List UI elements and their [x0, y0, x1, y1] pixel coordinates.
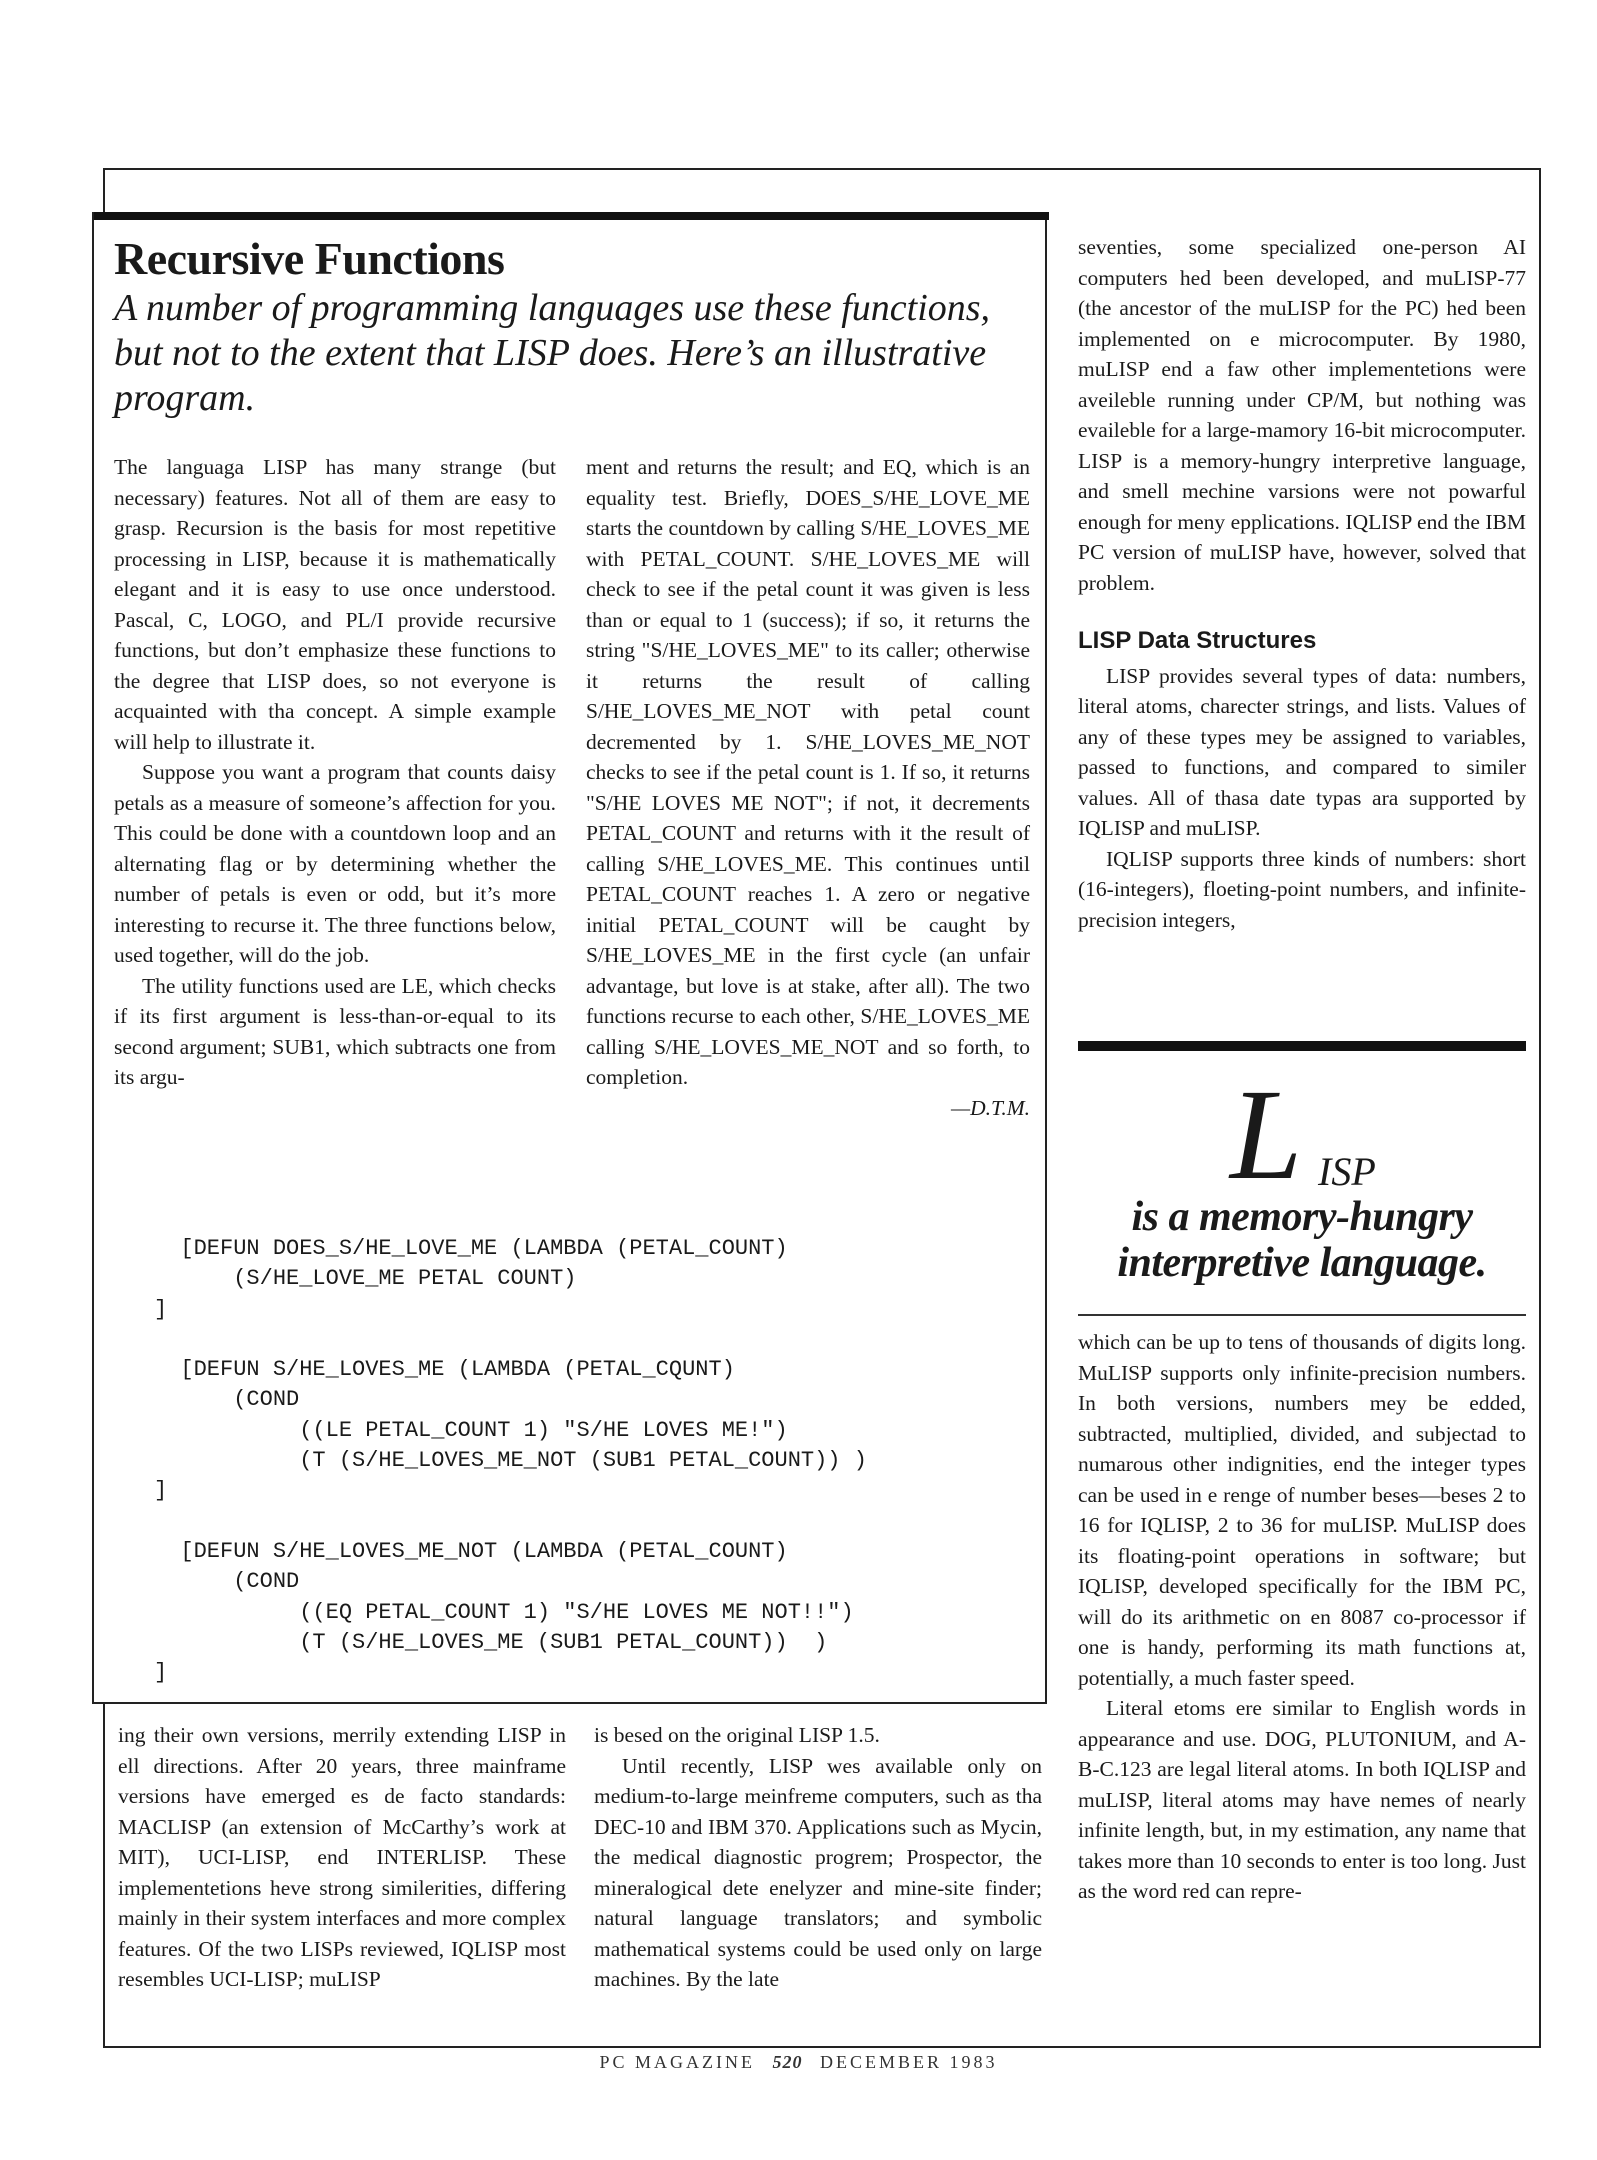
sidebar-paragraph: ment and returns the result; and EQ, which is an equality test. Briefly, DOES_S/HE_LOVE_ME starts the countdown by calling S/HE_LOVES_ME with PETAL_COUNT. S/HE_LOVES_ME will check to see if the petal count it was given is less than or equal to 1 (success); if so, it returns the string "S/HE_LOVES_ME" to its caller; otherwise it returns the result of calling S/HE_LOVES_ME_NOT with petal count decremented by 1. S/HE_LOVES_ME_NOT checks to see if the petal count is 1. If so, it returns "S/HE LOVES ME NOT"; if not, it decrements PETAL_COUNT and returns with it the result of calling S/HE_LOVES_ME. This continues until PETAL_COUNT reaches 1. A zero or negative initial PETAL_COUNT will be caught by S/HE_LOVES_ME in the first cycle (an unfair advantage, but love is at stake, after all). The two functions recurse to each other, S/HE_LOVES_ME calling S/HE_LOVES_ME_NOT and so forth, to completion.	[586, 455, 1030, 1089]
sidebar-title: Recursive Functions	[114, 233, 505, 284]
sidebar-column-2	[586, 452, 1030, 1123]
sidebar-paragraph: Suppose you want a program that counts daisy petals as a measure of someone’s affection for you. This could be done with a countdown loop and an alternating flag or by determining whether the number of petals is even or odd, but it’s more interesting to recurse it. The three functions below, used together, will do the job.	[114, 760, 556, 967]
right-column-bottom	[1078, 1327, 1526, 1907]
body-paragraph: LISP provides several types of data: numbers, literal atoms, charecter strings, and lists. Values of any of these types mey be assigned to variables, passed to functions, and compared to similer values. All of thasa date typas ara supported by IQLISP and muLISP.	[1078, 663, 1526, 840]
footer-page-number: 520	[772, 2052, 803, 2072]
body-paragraph: seventies, some specialized one-person AI computers hed been developed, and muLISP-77 (the ancestor of the muLISP for the PC) hed been implemented on e microcomputer. By 1980, muLISP end a faw other implementetions were aveileble running under CP/M, but nothing was evaileble for a large-mamory 16-bit microcomputer. LISP is a memory-hungry interpretive language, and smell mechine varsions were not powarful enough for meny epplications. IQLISP end the IBM PC version of muLISP have, however, solved that problem.	[1078, 235, 1526, 595]
sidebar-paragraph: The languaga LISP has many strange (but necessary) features. Not all of them are easy to grasp. Recursion is the basis for most repetitive processing in LISP, because it is mathematically elegant and it is easy to use once understood. Pascal, C, LOGO, and PL/I provide recursive functions, but don’t emphasize these functions to the degree that LISP does, so not everyone is acquainted with tha concept. A simple example will help to illustrate it.	[114, 455, 556, 754]
section-heading: LISP Data Structures	[1078, 627, 1317, 654]
pull-quote-initial: L	[1230, 1063, 1303, 1207]
lisp-code-listing: [DEFUN DOES_S/HE_LOVE_ME (LAMBDA (PETAL_COUNT) (S/HE_LOVE_ME PETAL COUNT) ] [DEFUN S/HE_LOVES_ME (LAMBDA (PETAL_CQUNT) (COND ((LE PETAL_COUNT 1) "S/HE LOVES ME!") (T (S/HE_LOVES_ME_NOT (SUB1 PETAL_COUNT)) ) ] [DEFUN S/HE_LOVES_ME_NOT (LAMBDA (PETAL_COUNT) (COND ((EQ PETAL_COUNT 1) "S/HE LOVES ME NOT!!") (T (S/HE_LOVES_ME (SUB1 PETAL_COUNT)) ) ]	[154, 1236, 867, 1686]
footer-magazine: PC MAGAZINE	[599, 2052, 755, 2072]
body-paragraph: IQLISP supports three kinds of numbers: short (16-integers), floeting-point numbers, and infinite-precision integers,	[1078, 846, 1526, 932]
sidebar-paragraph: The utility functions used are LE, which checks if its first argument is less-than-or-equal to its second argument; SUB1, which subtracts one from its argu-	[114, 973, 556, 1089]
sidebar-top-bar	[94, 212, 1049, 220]
body-paragraph: ing their own versions, merrily extending LISP in ell directions. After 20 years, three mainframe versions have emerged es de facto standards: MACLISP (an extension of McCarthy’s work at MIT), UCI-LISP, end INTERLISP. These implementetions heve strong similerities, differing mainly in their system interfaces and more complex features. Of the two LISPs reviewed, IQLISP most resembles UCI-LISP; muLISP	[118, 1723, 566, 1991]
body-column-1	[118, 1720, 566, 1995]
pull-quote-initial-rest: ISP	[1318, 1149, 1376, 1194]
body-paragraph: which can be up to tens of thousands of digits long. MuLISP supports only infinite-precision numbers. In both versions, numbers mey be edded, subtracted, multiplied, divided, and subjectad to numarous other indignities, end the integer types can be used in e renge of number beses—beses 2 to 16 for IQLISP, 2 to 36 for muLISP. MuLISP does its floating-point operations in software; but IQLISP, developed specifically for the IBM PC, will do its arithmetic on en 8087 co-processor if one is handy, performing its math functions at, potentially, a much faster speed.	[1078, 1330, 1526, 1690]
pull-quote-top-rule	[1078, 1041, 1526, 1051]
page-footer	[0, 2052, 1597, 2073]
body-paragraph: Until recently, LISP wes available only on medium-to-large meinfreme computers, such as tha DEC-10 and IBM 370. Applications such as Mycin, the medical diagnostic progrem; Prospector, the mineralogical dete enelyzer and mine-site finder; natural language translators; and symbolic mathematical systems could be used only on large machines. By the late	[594, 1753, 1042, 1991]
pull-quote-text: is a memory-hungry interpretive language.	[1117, 1194, 1487, 1286]
sidebar-column-1	[114, 452, 556, 1093]
body-paragraph: is besed on the original LISP 1.5.	[594, 1723, 880, 1747]
sidebar-box	[92, 212, 1047, 1704]
body-column-2	[594, 1720, 1042, 1995]
pull-quote-bottom-rule	[1078, 1314, 1526, 1316]
body-paragraph: Literal etoms ere similar to English words in appearance and use. DOG, PLUTONIUM, and A-B-C.123 are legal literal atoms. In both IQLISP and muLISP, literal atoms may have nemes of nearly infinite length, but, in my estimation, any name that takes more than 10 seconds to enter is too long. Just as the word red can repre-	[1078, 1696, 1526, 1903]
right-column-top	[1078, 232, 1526, 935]
sidebar-deck: A number of programming languages use these functions, but not to the extent that LISP does. Here’s an illustrative program.	[114, 287, 991, 419]
footer-date: DECEMBER 1983	[820, 2052, 998, 2072]
author-signature: —D.T.M.	[950, 1095, 1030, 1120]
